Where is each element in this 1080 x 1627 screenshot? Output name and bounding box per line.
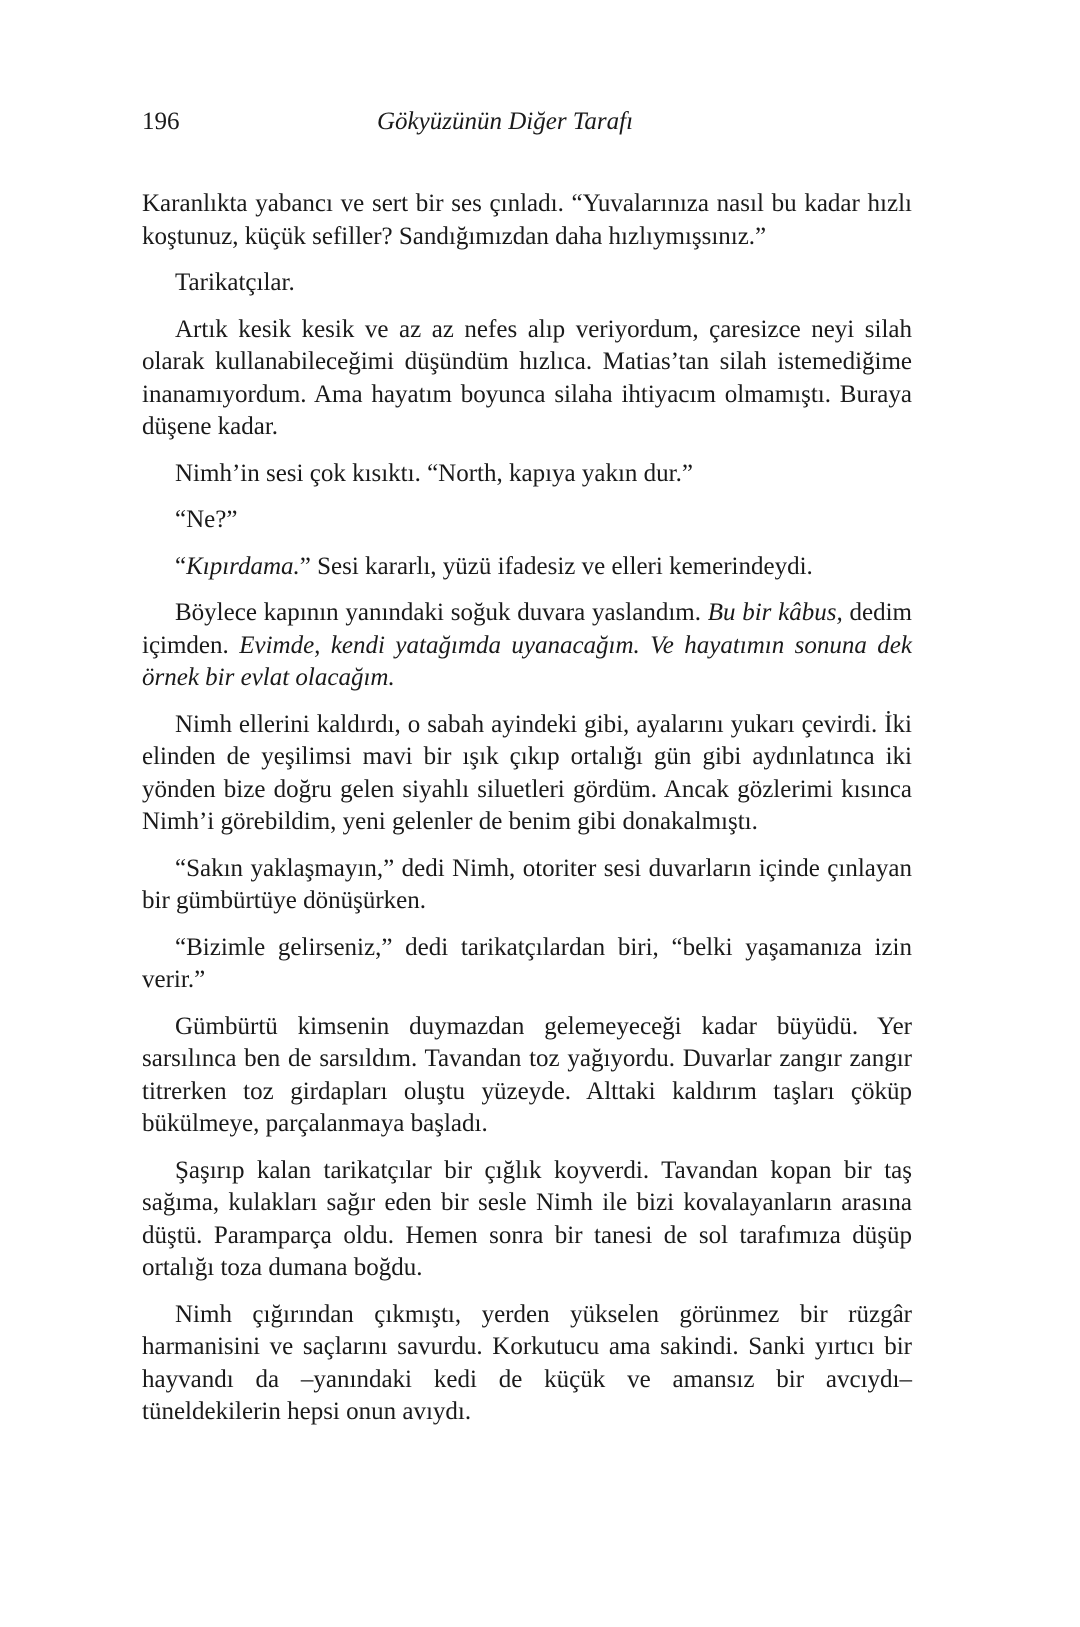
paragraph-13-text: Nimh çığırından çıkmıştı, yerden yükselen görünmez bir rüzgâr harmanisini ve saçlarını savurdu. Korkutucu ama sakindi. Sanki yırtıcı bir hayvandı da –yanındaki kedi de küçük ve amansız bir avcıydı– tüneldekilerin hepsi onun avıydı. (142, 1300, 912, 1425)
paragraph-9 (142, 853, 912, 918)
paragraph-10 (142, 932, 912, 997)
paragraph-6-italic: Kıpırdama. (186, 552, 300, 580)
paragraph-5-text: “Ne?” (175, 506, 238, 533)
book-title: Gökyüzünün Diğer Tarafı (377, 108, 634, 135)
running-header (142, 108, 912, 144)
paragraph-9-text: “Sakın yaklaşmayın,” dedi Nimh, otoriter sesi duvarların içinde çınlayan bir gümbürtüye dönüşürken. (142, 854, 912, 914)
paragraph-6 (142, 551, 912, 584)
paragraph-1 (142, 188, 912, 253)
paragraph-13 (142, 1299, 912, 1429)
paragraph-2-text: Tarikatçılar. (175, 269, 295, 296)
paragraph-11 (142, 1011, 912, 1141)
paragraph-12 (142, 1155, 912, 1285)
paragraph-10-text: “Bizimle gelirseniz,” dedi tarikatçılardan biri, “belki yaşamanıza izin verir.” (142, 933, 912, 993)
paragraph-3 (142, 314, 912, 444)
body-text (142, 188, 912, 1443)
paragraph-8 (142, 709, 912, 839)
paragraph-3-text: Artık kesik kesik ve az az nefes alıp veriyordum, çaresizce neyi silah olarak kullanabileceğimi düşündüm hızlıca. Matias’tan silah istemediğime inanamıyordum. Ama hayatım boyunca silaha ihtiyacım olmamıştı. Buraya düşene kadar. (142, 315, 912, 440)
paragraph-7-italic-1: Bu bir kâbus, (707, 599, 843, 626)
paragraph-7-part-1: Böylece kapının yanındaki soğuk duvara yaslandım. (175, 599, 708, 626)
paragraph-7 (142, 597, 912, 695)
paragraph-4 (142, 458, 912, 491)
paragraph-8-text: Nimh ellerini kaldırdı, o sabah ayindeki gibi, ayalarını yukarı çevirdi. İki elinden de yeşilimsi mavi bir ışık çıkıp ortalığı gün gibi aydınlatınca iki yönden bize doğru gelen siyahlı siluetleri gördüm. Ancak gözlerimi kısınca Nimh’i görebildim, yeni gelenler de benim gibi donakalmıştı. (142, 710, 912, 835)
paragraph-1-text: Karanlıkta yabancı ve sert bir ses çınladı. “Yuvalarınıza nasıl bu kadar hızlı koştunuz, küçük sefiller? Sandığımızdan daha hızlıymışsınız.” (142, 190, 912, 250)
paragraph-6-rest: ” Sesi kararlı, yüzü ifadesiz ve elleri kemerindeydi. (299, 552, 813, 580)
paragraph-6-open-quote: “ (175, 552, 187, 580)
paragraph-4-text: Nimh’in sesi çok kısıktı. “North, kapıya yakın dur.” (175, 459, 693, 487)
page-number: 196 (142, 108, 180, 135)
paragraph-7-part-2: dedim içimden. (142, 599, 912, 659)
paragraph-5 (142, 504, 912, 537)
paragraph-2 (142, 267, 912, 300)
paragraph-7-italic-2: Evimde, kendi yatağımda uyanacağım. Ve hayatımın sonuna dek örnek bir evlat olacağım. (142, 631, 912, 691)
paragraph-11-text: Gümbürtü kimsenin duymazdan gelemeyeceği kadar büyüdü. Yer sarsılınca ben de sarsıldım. Tavandan toz yağıyordu. Duvarlar zangır zangır titrerken toz girdapları oluştu yüzeyde. Alttaki kaldırım taşları çöküp bükülmeye, parçalanmaya başladı. (142, 1012, 912, 1137)
paragraph-12-text: Şaşırıp kalan tarikatçılar bir çığlık koyverdi. Tavandan kopan bir taş sağıma, kulakları sağır eden bir sesle Nimh ile bizi kovalayanların arasına düştü. Paramparça oldu. Hemen sonra bir tanesi de sol tarafımıza düşüp ortalığı toza dumana boğdu. (142, 1156, 912, 1281)
